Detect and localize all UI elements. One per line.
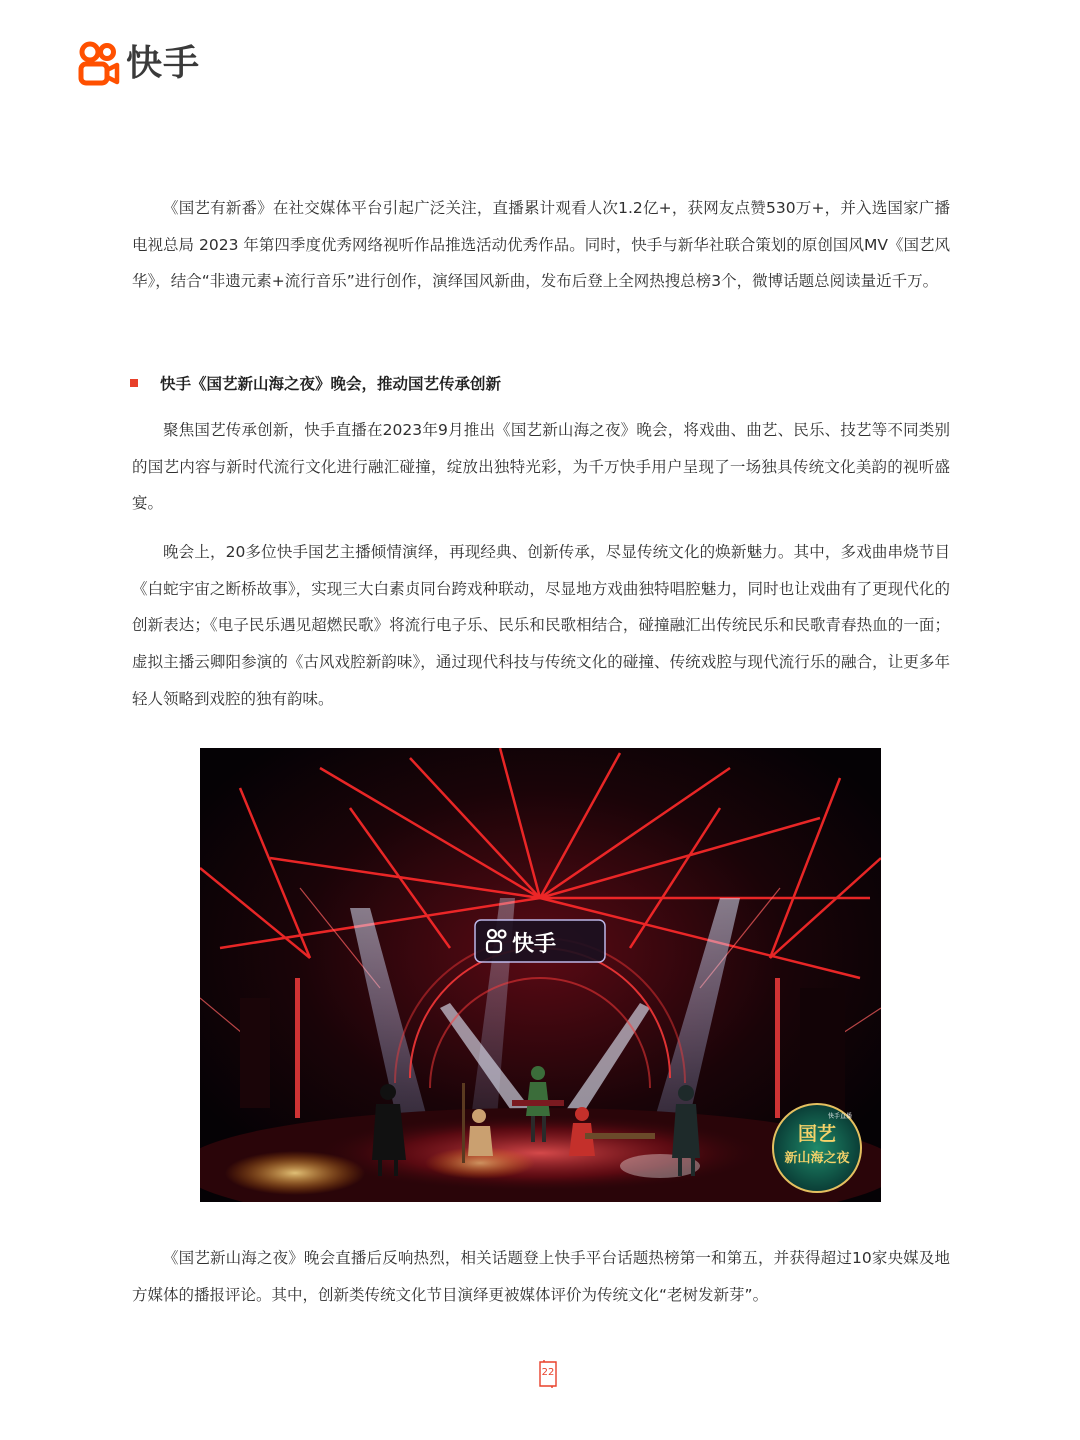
- badge-small-label: 快手直播: [827, 1113, 853, 1120]
- kuaishou-logo-icon: [78, 41, 120, 87]
- badge-title-line2: 新山海之夜: [784, 1151, 850, 1166]
- paragraph-performances: 晚会上，20多位快手国艺主播倾情演绎，再现经典、创新传承，尽显传统文化的焕新魅力。其中，多戏曲串烧节目《白蛇宇宙之断桥故事》，实现三大白素贞同台跨戏种联动，尽显地方戏曲独特唱腔魅力，同时也让戏曲有了更现代化的创新表达；《电子民乐遇见超燃民歌》将流行电子乐、民乐和民歌相结合，碰撞融汇出传统民乐和民歌青春热血的一面；虚拟主播云卿阳参演的《古风戏腔新韵味》，通过现代科技与传统文化的碰撞、传统戏腔与现代流行乐的融合，让更多年轻人领略到戏腔的独有韵味。: [132, 543, 950, 708]
- page-number: [536, 1360, 560, 1388]
- stage-sign-text: 快手: [512, 932, 557, 957]
- show-badge-logo: [773, 1104, 861, 1192]
- square-bullet-icon: [130, 379, 138, 387]
- brand-name: 快手: [126, 43, 201, 84]
- brand-logo: [78, 40, 200, 88]
- section-heading-text: 快手《国艺新山海之夜》晚会，推动国艺传承创新: [160, 375, 502, 393]
- paragraph-intro: 《国艺有新番》在社交媒体平台引起广泛关注，直播累计观看人次1.2亿+，获网友点赞530万+，并入选国家广播电视总局 2023 年第四季度优秀网络视听作品推选活动优秀作品。同时，快手与新华社联合策划的原创国风MV《国艺风华》，结合“非遗元素+流行音乐”进行创作，演绎国风新曲，发布后登上全网热搜总榜3个，微博话题总阅读量近千万。: [132, 199, 950, 291]
- paragraph-event-overview: 聚焦国艺传承创新，快手直播在2023年9月推出《国艺新山海之夜》晚会，将戏曲、曲艺、民乐、技艺等不同类别的国艺内容与新时代流行文化进行融汇碰撞，绽放出独特光彩，为千万快手用户呈现了一场独具传统文化美韵的视听盛宴。: [132, 421, 950, 513]
- paragraph-reception: 《国艺新山海之夜》晚会直播后反响热烈，相关话题登上快手平台话题热榜第一和第五，并获得超过10家央媒及地方媒体的播报评论。其中，创新类传统文化节目演绎更被媒体评价为传统文化“老树发新芽”。: [132, 1249, 950, 1304]
- section-heading: [130, 368, 501, 398]
- page-number-text: 22: [541, 1367, 555, 1378]
- stage-performance-photo: [200, 748, 881, 1202]
- badge-title-line1: 国艺: [797, 1123, 837, 1145]
